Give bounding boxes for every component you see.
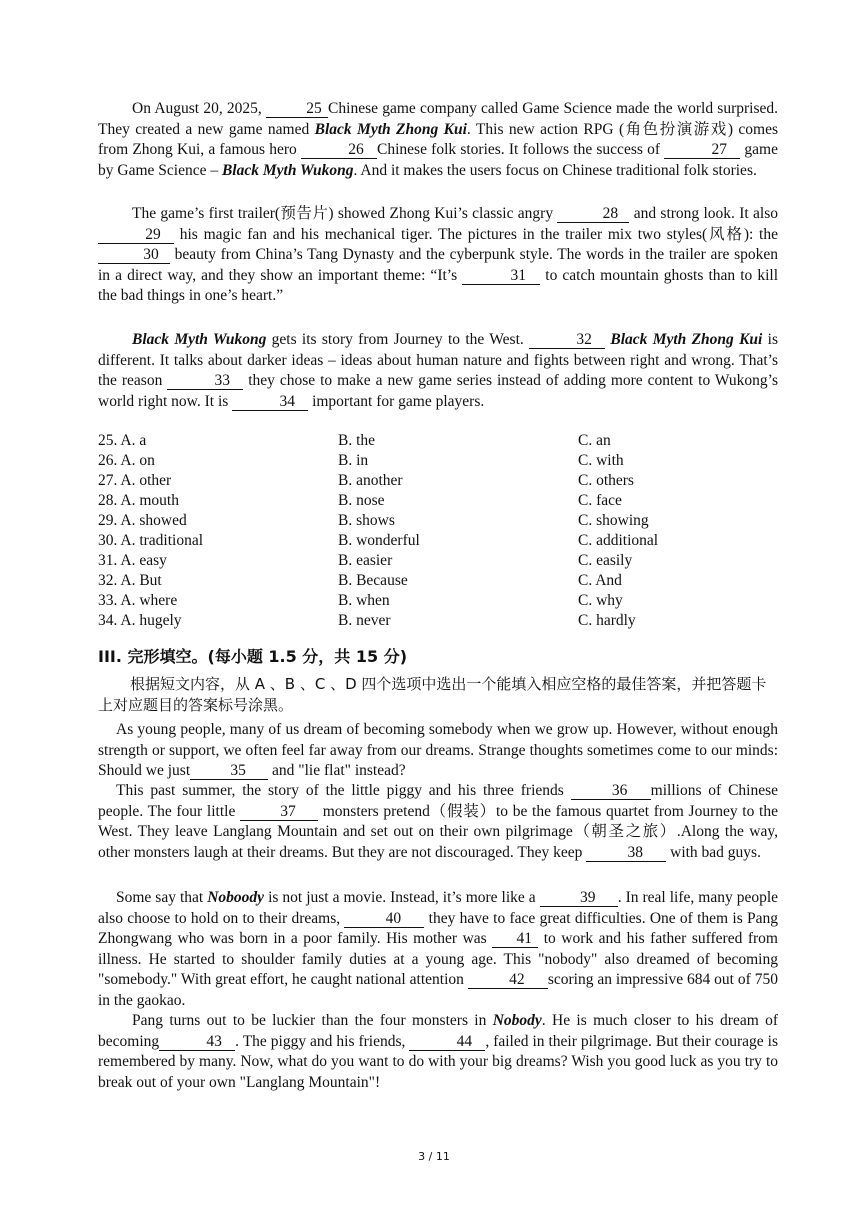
page-number: 3 / 11 <box>418 1150 450 1163</box>
option-b: B. another <box>338 472 403 489</box>
option-a: 33. A. where <box>98 592 178 609</box>
option-c: C. hardly <box>578 612 636 629</box>
blank-28: 28 <box>557 206 629 223</box>
option-c: C. easily <box>578 552 633 569</box>
movie-title: Noboody <box>207 889 265 906</box>
blank-40: 40 <box>344 911 424 928</box>
blank-27: 27 <box>664 142 740 159</box>
passage1-paragraph2: The game’s first trailer(预告片) showed Zhong Kui’s classic angry 28 and strong look. It also29 his magic fan and his mechanical tiger. The pictures in the trailer mix two styles(风格): the30 beauty from China’s Tang Dynasty and the cyberpunk style. The words in the trailer are spoken in a direct way, and they show an important theme: “It’s 31 to catch mountain ghosts than to kill the bad things in one’s heart.” <box>98 205 778 305</box>
options-row <box>98 592 778 612</box>
option-c: C. with <box>578 452 624 469</box>
section-title: III. 完形填空。(每小题 1.5 分，共 15 分) <box>98 647 408 666</box>
blank-26: 26 <box>301 142 377 159</box>
blank-34: 34 <box>232 394 308 411</box>
options-row <box>98 572 778 592</box>
options-row <box>98 472 778 492</box>
option-a: 34. A. hugely <box>98 612 182 629</box>
blank-43: 43 <box>159 1034 235 1051</box>
blank-38: 38 <box>586 845 666 862</box>
options-row <box>98 512 778 532</box>
options-row <box>98 492 778 512</box>
option-a: 27. A. other <box>98 472 172 489</box>
option-b: B. in <box>338 452 369 469</box>
option-a: 31. A. easy <box>98 552 167 569</box>
blank-42: 42 <box>468 972 548 989</box>
movie-title: Nobody <box>492 1012 542 1029</box>
option-a: 28. A. mouth <box>98 492 179 509</box>
option-b: B. shows <box>338 512 395 529</box>
blank-32: 32 <box>529 332 605 349</box>
option-c: C. an <box>578 432 611 449</box>
blank-30: 30 <box>98 247 170 264</box>
option-c: C. showing <box>578 512 649 529</box>
option-b: B. wonderful <box>338 532 420 549</box>
option-a: 26. A. on <box>98 452 155 469</box>
option-c: C. face <box>578 492 622 509</box>
passage2-paragraph2: This past summer, the story of the little piggy and his three friends 36 millions of Chinese people. The four little 37 monsters pretend（假装）to be the famous quartet from Journey to the West. They leave Langlang Mountain and set out on their own pilgrimage（朝圣之旅）.Along the way, other monsters laugh at their dreams. But they are not discouraged. They keep 38 with bad guys. <box>98 782 779 861</box>
option-c: C. And <box>578 572 622 589</box>
blank-35: 35 <box>190 763 268 780</box>
option-a: 32. A. But <box>98 572 162 589</box>
blank-37: 37 <box>240 804 318 821</box>
options-row <box>98 452 778 472</box>
option-b: B. nose <box>338 492 385 509</box>
option-b: B. easier <box>338 552 393 569</box>
section-instructions: 根据短文内容，从 A 、B 、C 、D 四个选项中选出一个能填入相应空格的最佳答案，并把答题卡上对应题目的答案标号涂黑。 <box>98 675 767 714</box>
blank-39: 39 <box>540 890 618 907</box>
blank-25: 25 <box>266 101 328 118</box>
game-title: Black Myth Wukong <box>132 331 267 348</box>
passage1-paragraph1: On August 20, 2025, 25 Chinese game company called Game Science made the world surprised. They created a new game named Black Myth Zhong Kui. This new action RPG (角色扮演游戏) comes from Zhong Kui, a famous hero 26 Chinese folk stories. It follows the success of 27 game by Game Science – Black Myth Wukong. And it makes the users focus on Chinese traditional folk stories. <box>98 100 778 179</box>
passage2-paragraph3: Some say that Noboody is not just a movie. Instead, it’s more like a 39 . In real life, many people also choose to hold on to their dreams, 40 they have to face great difficulties. One of them is Pang Zhongwang who was born in a poor family. His mother was 41 to work and his father suffered from illness. He started to shoulder family duties at a young age. This "nobody" also dreamed of becoming "somebody." With great effort, he caught national attention 42 scoring an impressive 684 out of 750 in the gaokao. <box>98 889 779 1009</box>
game-title: Black Myth Zhong Kui <box>610 331 763 348</box>
option-b: B. the <box>338 432 376 449</box>
blank-31: 31 <box>462 268 540 285</box>
option-b: B. Because <box>338 572 408 589</box>
blank-36: 36 <box>571 783 651 800</box>
options-row <box>98 432 778 452</box>
game-title: Black Myth Wukong <box>221 161 354 179</box>
options-row <box>98 532 778 552</box>
passage2-paragraph1: As young people, many of us dream of becoming somebody when we grow up. However, without enough strength or support, we often feel far away from our dreams. Strange thoughts sometimes come to our minds: Should we just 35 and "lie flat" instead? <box>98 721 778 780</box>
game-title: Black Myth Zhong Kui <box>314 120 467 138</box>
option-a: 25. A. a <box>98 432 147 449</box>
blank-44: 44 <box>409 1034 485 1051</box>
options-row <box>98 612 778 632</box>
blank-41: 41 <box>492 931 538 948</box>
option-a: 30. A. traditional <box>98 532 204 549</box>
option-a: 29. A. showed <box>98 512 187 529</box>
option-b: B. never <box>338 612 391 629</box>
passage1-paragraph3: Black Myth Wukong gets its story from Journey to the West. 32 Black Myth Zhong Kui is different. It talks about darker ideas – ideas about human nature and fights between right and wrong. That’s the reason 33 they chose to make a new game series instead of adding more content to Wukong’s world right now. It is 34 important for game players. <box>98 331 779 410</box>
option-c: C. others <box>578 472 634 489</box>
option-c: C. why <box>578 592 623 609</box>
passage2-paragraph4: Pang turns out to be luckier than the four monsters in Nobody. He is much closer to his dream of becoming 43 . The piggy and his friends, 44 , failed in their pilgrimage. But their courage is remembered by many. Now, what do you want to do with your big dreams? Wish you good luck as you try to break out of your own "Langlang Mountain"! <box>98 1012 779 1091</box>
options-row <box>98 552 778 572</box>
option-b: B. when <box>338 592 390 609</box>
option-c: C. additional <box>578 532 659 549</box>
blank-29: 29 <box>98 227 174 244</box>
blank-33: 33 <box>167 373 243 390</box>
